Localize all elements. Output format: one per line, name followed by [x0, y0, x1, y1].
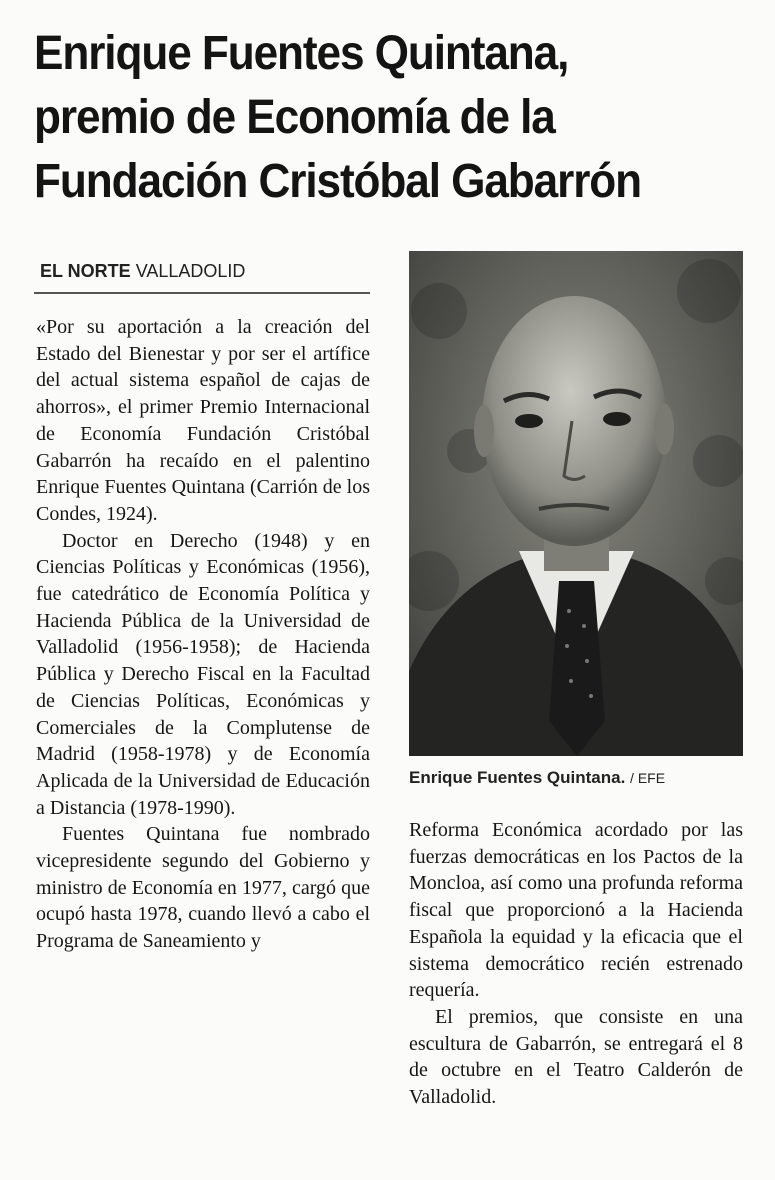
- headline-line: Enrique Fuentes Quintana,: [34, 27, 569, 80]
- headline-line: Fundación Cristóbal Gabarrón: [34, 155, 642, 208]
- byline-source: EL NORTE: [40, 261, 131, 281]
- article-body-right-column: [409, 817, 743, 1111]
- byline-rule: [34, 292, 370, 294]
- article-body-left-column: [36, 314, 370, 955]
- body-paragraph: «Por su aportación a la creación del Estado del Bienestar y por ser el artífice del actual sistema español de cajas de ahorros», el primer Premio Internacional de Economía Fundación Cristóbal Gabarrón ha recaído en el palentino Enrique Fuentes Quintana (Carrión de los Condes, 1924).: [36, 316, 370, 525]
- headline-line: premio de Economía de la: [34, 91, 555, 144]
- portrait-photo: [409, 251, 743, 756]
- photo-credit: / EFE: [630, 770, 666, 786]
- byline-place: VALLADOLID: [135, 261, 246, 281]
- caption-text: Enrique Fuentes Quintana.: [409, 768, 626, 787]
- body-paragraph: Doctor en Derecho (1948) y en Ciencias Políticas y Económicas (1956), fue catedrático de Economía Política y Hacienda Pública de la Universidad de Valladolid (1956-1958); de Hacienda Pública y Derecho Fiscal en la Facultad de Ciencias Políticas, Económicas y Comerciales de la Complutense de Madrid (1958-1978) y de Economía Aplicada de la Universidad de Educación a Distancia (1978-1990).: [36, 529, 370, 819]
- body-paragraph: Reforma Económica acordado por las fuerzas democráticas en los Pactos de la Moncloa, así como una profunda reforma fiscal que proporcionó a la Hacienda Española la equidad y la eficacia que el sistema democrático recién estrenado requería.: [409, 819, 743, 1002]
- portrait-illustration: [409, 251, 743, 756]
- body-paragraph: Fuentes Quintana fue nombrado vicepresidente segundo del Gobierno y ministro de Economía en 1977, cargó que ocupó hasta 1978, cuando llevó a cabo el Programa de Saneamiento y: [36, 823, 370, 953]
- byline: [40, 261, 245, 282]
- body-paragraph: El premios, que consiste en una escultura de Gabarrón, se entregará el 8 de octubre en el Teatro Calderón de Valladolid.: [409, 1005, 743, 1109]
- photo-caption: [409, 768, 749, 788]
- headline: [34, 22, 696, 214]
